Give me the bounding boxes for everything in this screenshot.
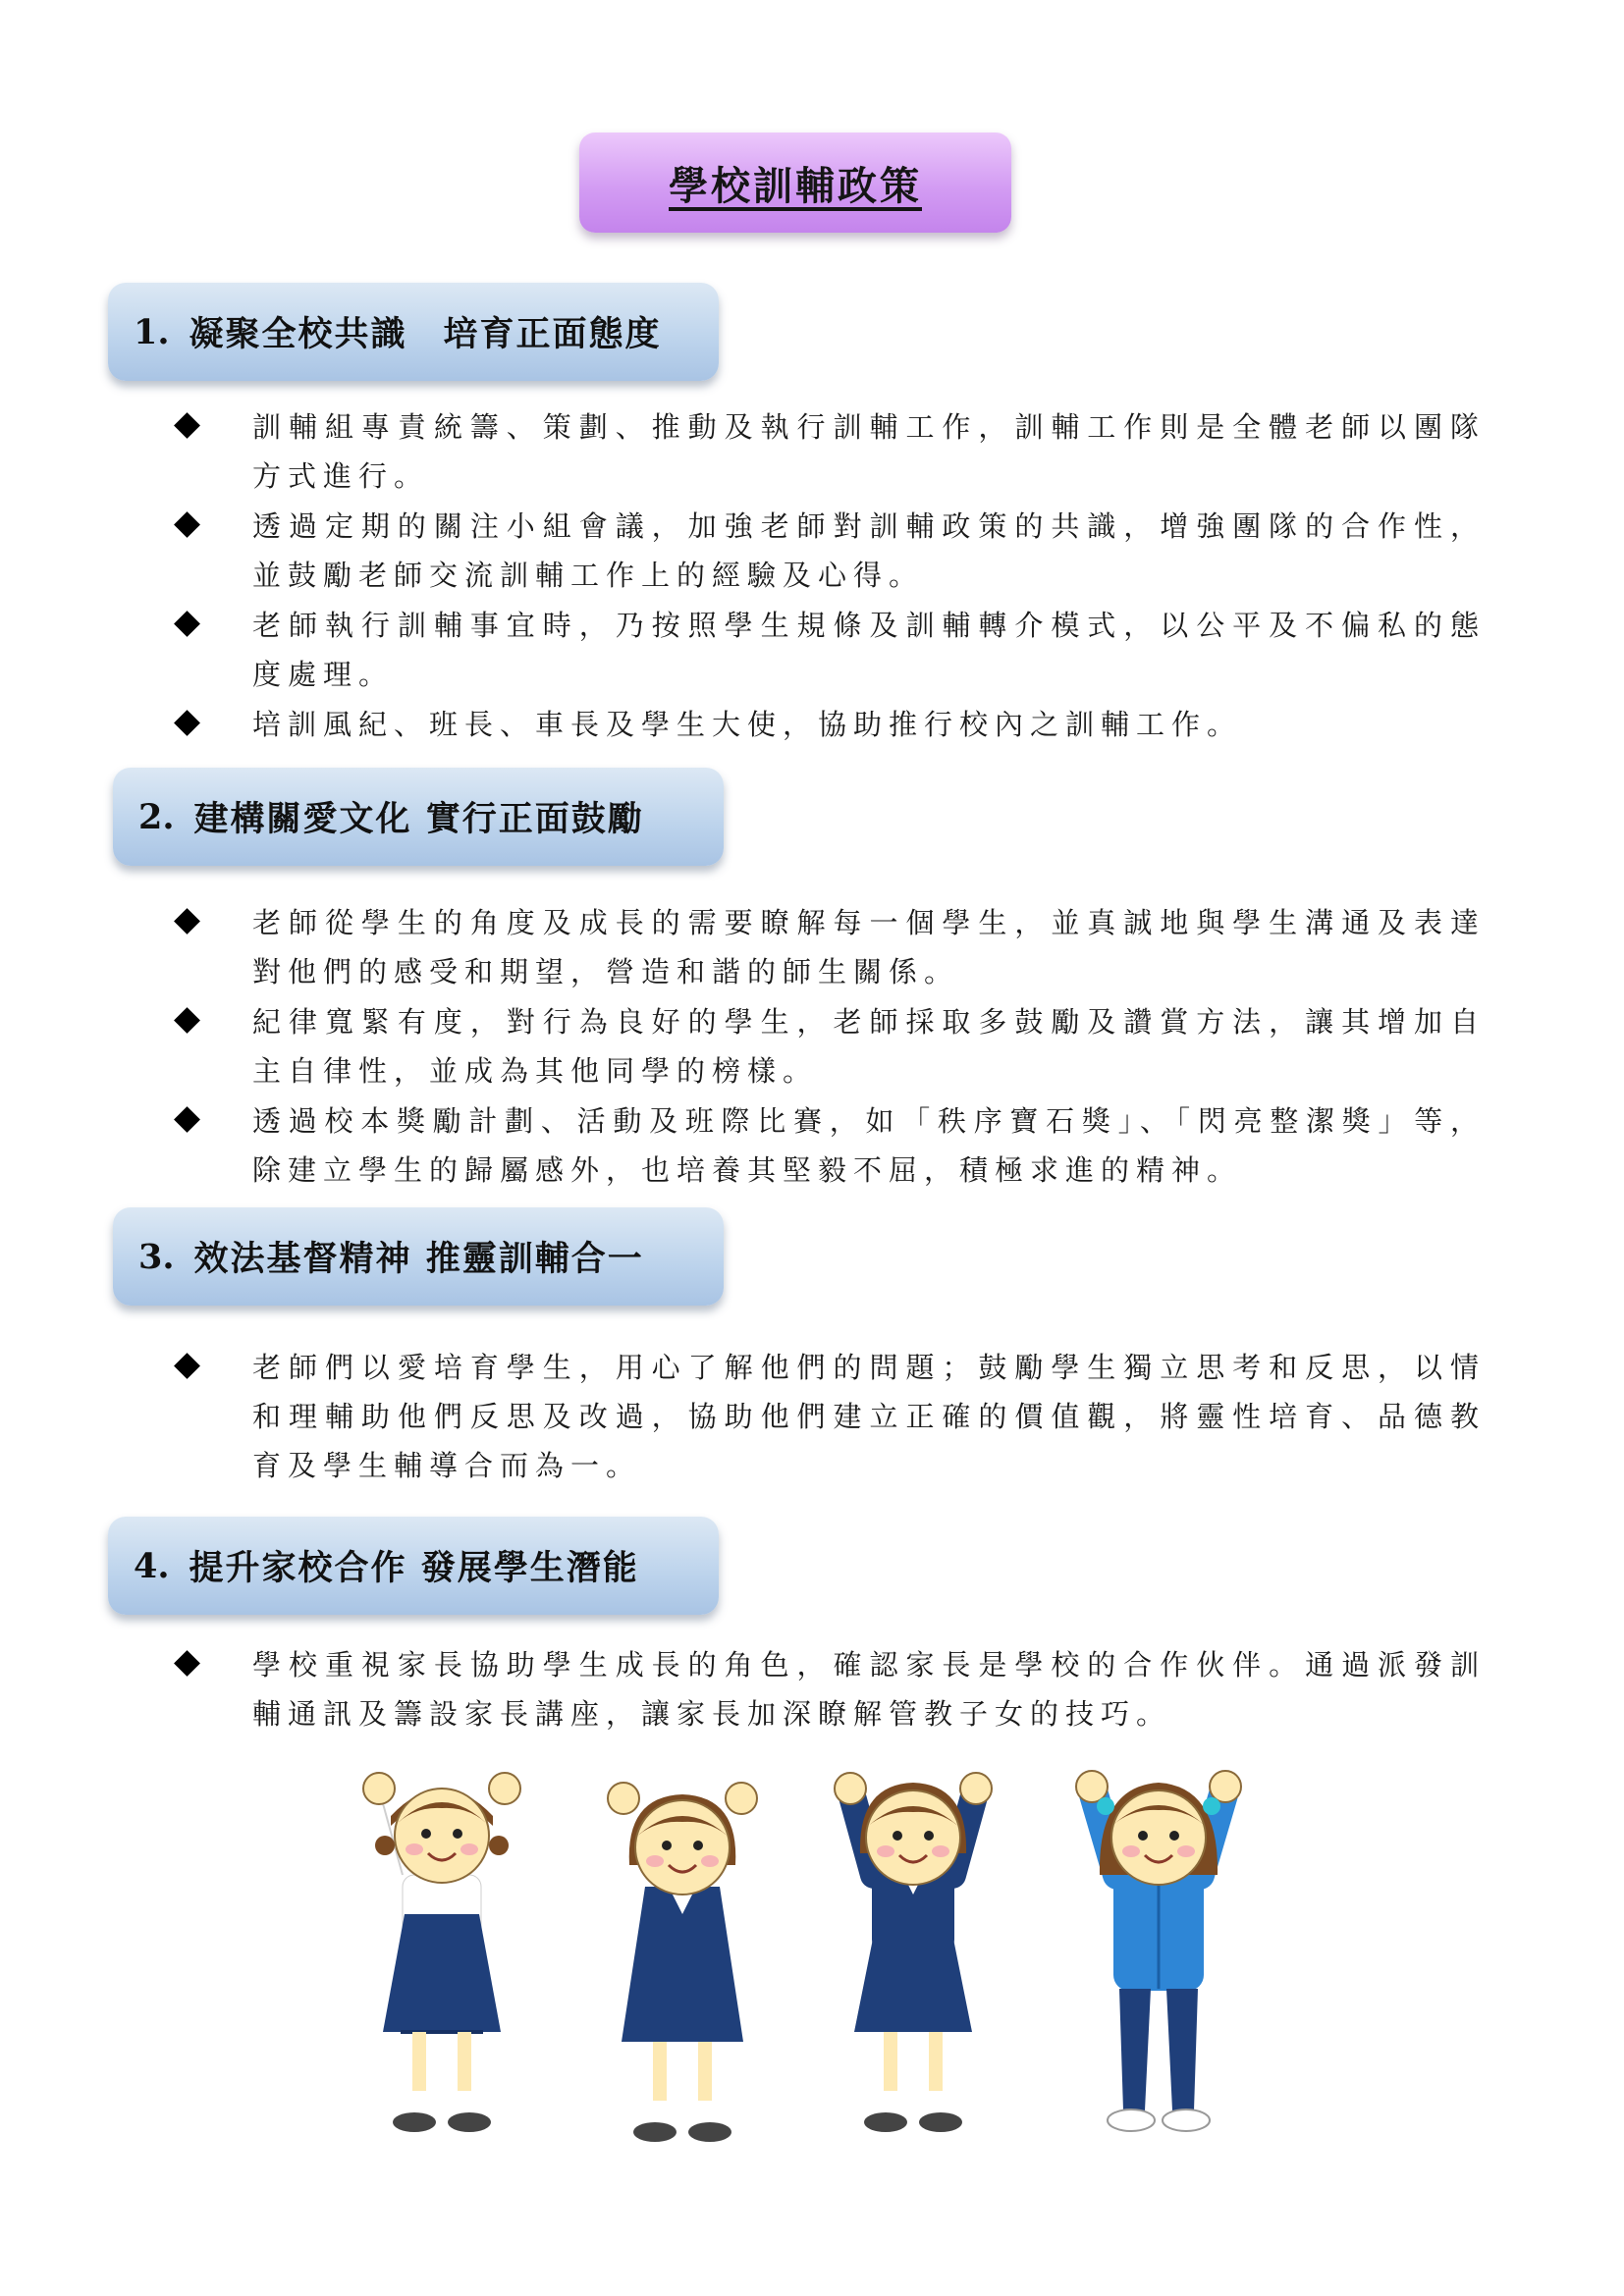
diamond-bullet-icon [174, 412, 200, 439]
section-title: 效法基督精神 推靈訓輔合一 [193, 1239, 644, 1279]
section-title: 凝聚全校共識 培育正面態度 [189, 314, 662, 354]
bullet-text: 老師們以愛培育學生，用心了解他們的問題；鼓勵學生獨立思考和反思，以情和理輔助他們反思及改過，協助他們建立正確的價值觀，將靈性培育、品德教育及學生輔導合而為一。 [252, 1351, 1486, 1482]
student-figure [835, 1773, 992, 2132]
section-header-2 [113, 768, 724, 866]
bullet-item [170, 601, 1486, 699]
bullet-text: 學校重視家長協助學生成長的角色，確認家長是學校的合作伙伴。通過派發訓輔通訊及籌設家長講座，讓家長加深瞭解管教子女的技巧。 [252, 1648, 1486, 1731]
bullet-item [170, 700, 1486, 749]
bullet-item [170, 898, 1486, 996]
student-figure [608, 1783, 757, 2142]
diamond-bullet-icon [174, 611, 200, 637]
bullet-text: 訓輔組專責統籌、策劃、推動及執行訓輔工作，訓輔工作則是全體老師以團隊方式進行。 [252, 410, 1486, 493]
diamond-bullet-icon [174, 908, 200, 934]
section-header-3 [113, 1207, 724, 1306]
section-title: 建構關愛文化 實行正面鼓勵 [193, 799, 644, 839]
bullet-item [170, 502, 1486, 600]
students-cheering-illustration [334, 1767, 1276, 2179]
diamond-bullet-icon [174, 710, 200, 736]
bullet-item [170, 1096, 1486, 1195]
section-number: 1. [134, 311, 170, 352]
section-number: 4. [134, 1545, 170, 1586]
bullet-item [170, 1640, 1486, 1738]
student-figure [1076, 1771, 1241, 2131]
bullet-text: 透過定期的關注小組會議，加強老師對訓輔政策的共識，增強團隊的合作性，並鼓勵老師交流訓輔工作上的經驗及心得。 [252, 509, 1486, 592]
section-title: 提升家校合作 發展學生潛能 [189, 1548, 639, 1588]
bullet-text: 透過校本獎勵計劃、活動及班際比賽，如「秩序寶石獎」、「閃亮整潔獎」等，除建立學生的歸屬感外，也培養其堅毅不屈，積極求進的精神。 [252, 1104, 1486, 1187]
bullet-item [170, 997, 1486, 1095]
diamond-bullet-icon [174, 1353, 200, 1379]
bullet-text: 培訓風紀、班長、車長及學生大使，協助推行校內之訓輔工作。 [252, 708, 1243, 741]
diamond-bullet-icon [174, 1650, 200, 1677]
section-header-1 [108, 283, 719, 381]
section-number: 3. [138, 1236, 175, 1277]
page-title: 學校訓輔政策 [669, 162, 922, 209]
bullet-item [170, 402, 1486, 501]
student-figure [363, 1773, 520, 2132]
bullet-text: 老師從學生的角度及成長的需要瞭解每一個學生，並真誠地與學生溝通及表達對他們的感受和期望，營造和諧的師生關係。 [252, 906, 1486, 988]
bullet-item [170, 1343, 1486, 1490]
title-banner [579, 133, 1011, 233]
diamond-bullet-icon [174, 1106, 200, 1133]
bullet-text: 老師執行訓輔事宜時，乃按照學生規條及訓輔轉介模式，以公平及不偏私的態度處理。 [252, 609, 1486, 691]
section-number: 2. [138, 796, 175, 837]
diamond-bullet-icon [174, 511, 200, 538]
diamond-bullet-icon [174, 1007, 200, 1034]
section-header-4 [108, 1517, 719, 1615]
bullet-text: 紀律寬緊有度，對行為良好的學生，老師採取多鼓勵及讚賞方法，讓其增加自主自律性，並成為其他同學的榜樣。 [252, 1005, 1486, 1088]
